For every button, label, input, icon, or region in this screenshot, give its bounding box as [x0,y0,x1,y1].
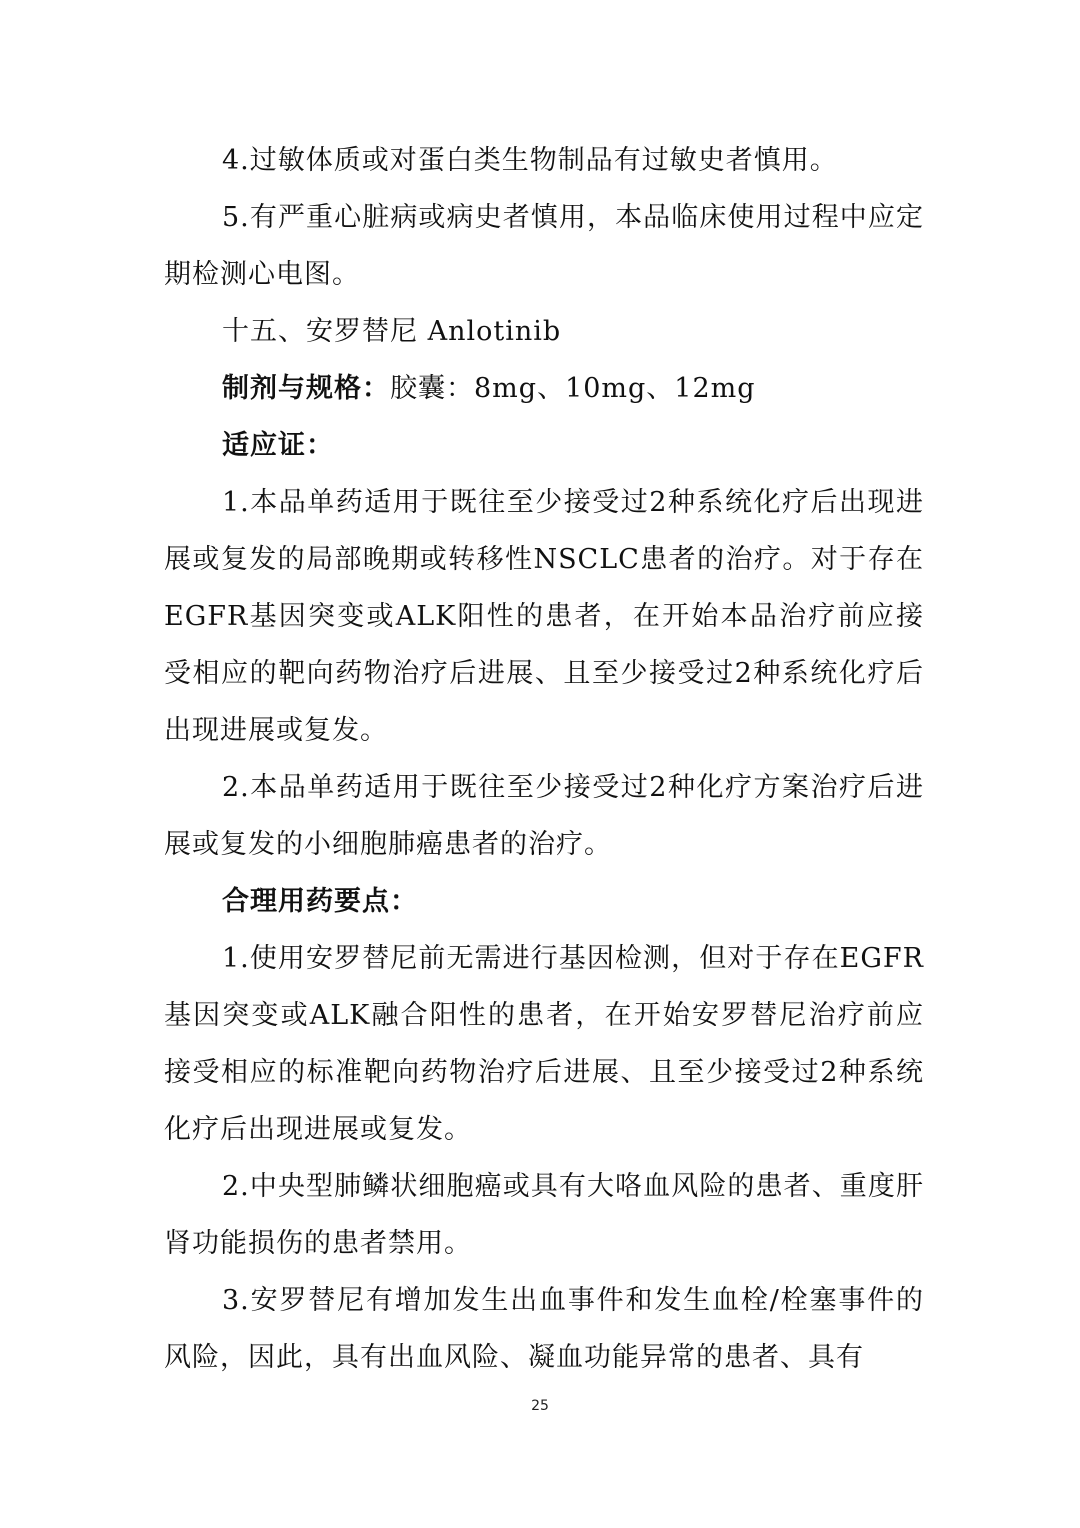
rational-use-item-1: 1.使用安罗替尼前无需进行基因检测，但对于存在EGFR基因突变或ALK融合阳性的患者，在开始安罗替尼治疗前应接受相应的标准靶向药物治疗后进展、且至少接受过2种系统化疗后出现进展或复发。 [164,943,924,1145]
rational-use-item-2: 2.中央型肺鳞状细胞癌或具有大咯血风险的患者、重度肝肾功能损伤的患者禁用。 [164,1171,924,1259]
document-body [164,132,924,1386]
section-title: 十五、安罗替尼 Anlotinib [222,316,562,347]
spec-value: 胶囊：8mg、10mg、12mg [390,373,756,404]
page-number: 25 [531,1398,549,1414]
indication-item-2: 2.本品单药适用于既往至少接受过2种化疗方案治疗后进展或复发的小细胞肺癌患者的治疗。 [164,772,924,860]
spec-line [164,360,924,417]
rational-use-item-3: 3.安罗替尼有增加发生出血事件和发生血栓/栓塞事件的风险，因此，具有出血风险、凝血功能异常的患者、具有 [164,1285,924,1373]
paragraph-caution-heart: 5.有严重心脏病或病史者慎用，本品临床使用过程中应定期检测心电图。 [164,202,924,290]
indication-heading: 适应证： [222,430,334,461]
indication-item-1: 1.本品单药适用于既往至少接受过2种系统化疗后出现进展或复发的局部晚期或转移性NSCLC患者的治疗。对于存在EGFR基因突变或ALK阳性的患者，在开始本品治疗前应接受相应的靶向药物治疗后进展、且至少接受过2种系统化疗后出现进展或复发。 [164,487,924,746]
paragraph-caution-allergy: 4.过敏体质或对蛋白类生物制品有过敏史者慎用。 [222,145,838,176]
rational-use-heading: 合理用药要点： [222,886,418,917]
spec-label: 制剂与规格： [222,373,390,404]
